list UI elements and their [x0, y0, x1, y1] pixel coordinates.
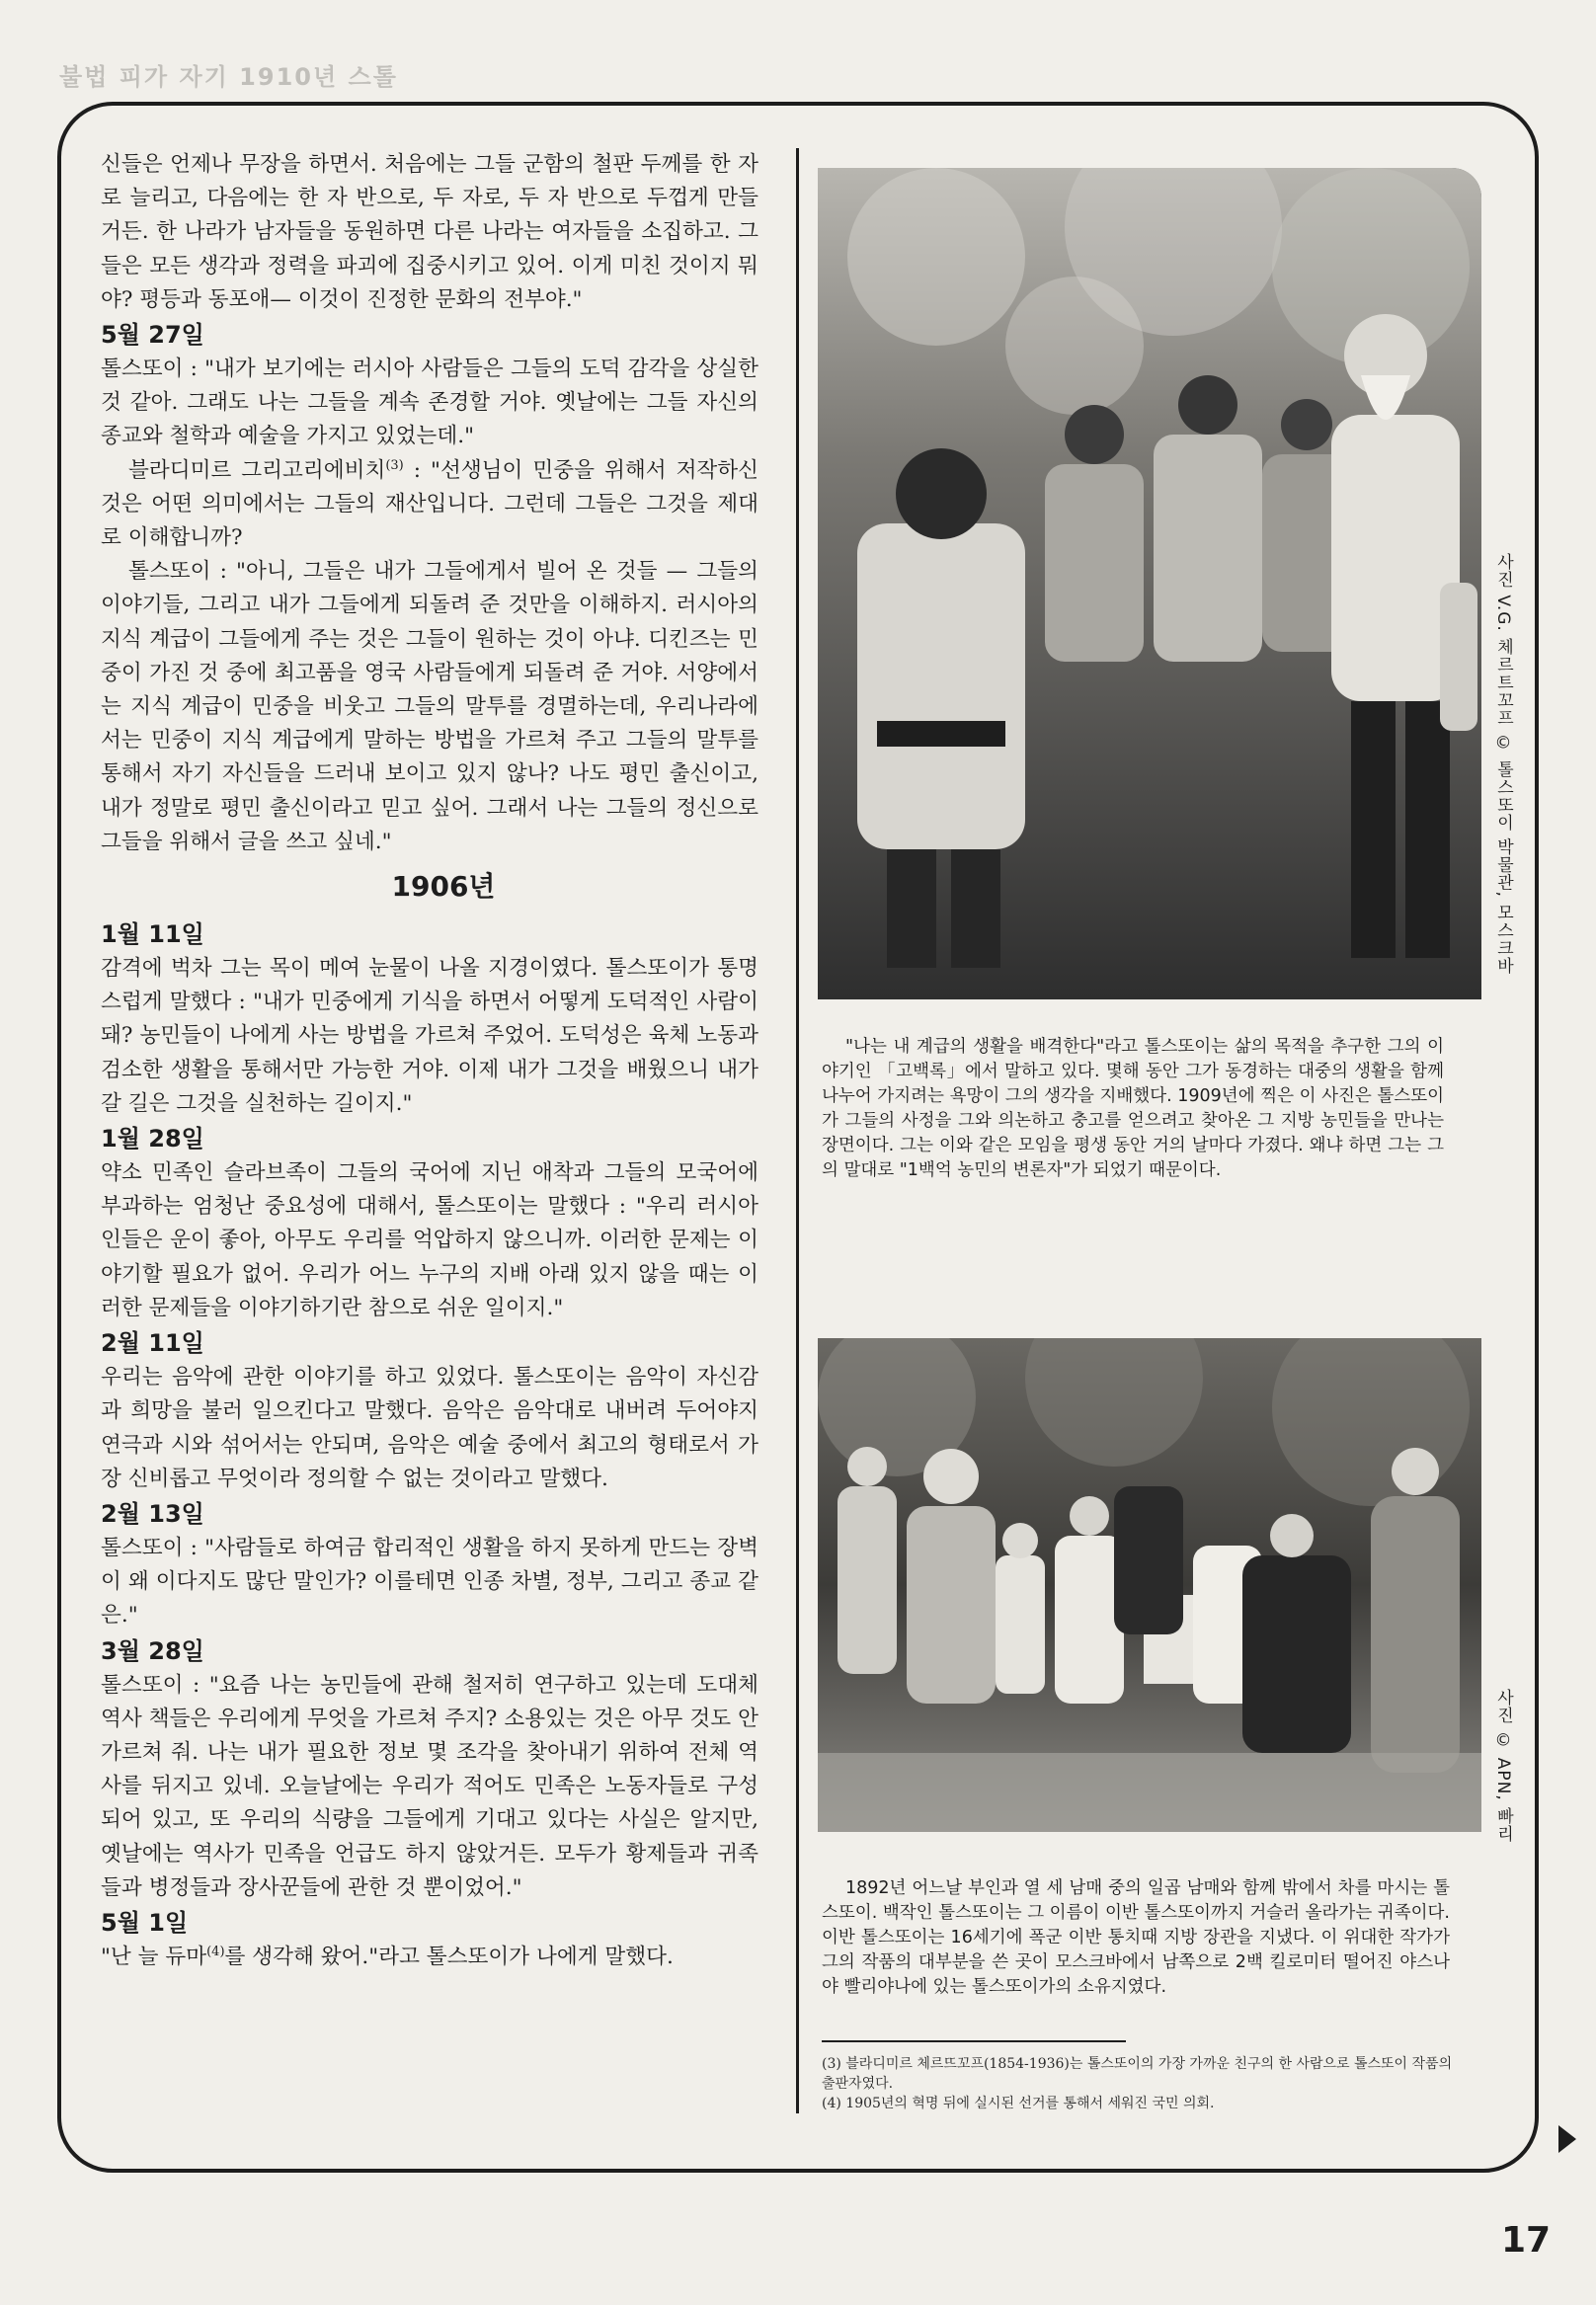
photo-tolstoy-with-peasants — [818, 168, 1481, 999]
page-number: 17 — [1501, 2220, 1552, 2261]
footnote-4: (4) 1905년의 혁명 뒤에 실시된 선거를 통해서 세워진 국민 의회. — [822, 2096, 1215, 2111]
paragraph-3-start: 블라디미르 그리고리에비치 — [128, 457, 386, 483]
paragraph-3 — [101, 454, 758, 556]
photo-tolstoy-family-tea — [818, 1338, 1481, 1832]
date-heading-may-27: 5월 27일 — [101, 321, 204, 350]
footnotes — [822, 2054, 1464, 2113]
footnote-ref-3: (3) — [385, 457, 404, 473]
date-heading-feb-11: 2월 11일 — [101, 1329, 204, 1358]
photo-peasants-illustration — [818, 168, 1481, 999]
paragraph-6: 약소 민족인 슬라브족이 그들의 국어에 지닌 애착과 그들의 모국어에 부과하는 엄청난 중요성에 대해서, 톨스또이는 말했다 : "우리 러시아 인들은 운이 좋아, 아무도 우리를 억압하지 않으니까. 이러한 문제는 이야기할 필요가 없어. 우리가 어느 누구의 지배 아래 있지 않을 때는 이러한 문제들을 이야기하기란 참으로 쉬운 일이지." — [101, 1160, 758, 1320]
paragraph-7: 우리는 음악에 관한 이야기를 하고 있었다. 톨스또이는 음악이 자신감과 희망을 불러 일으킨다고 말했다. 음악은 음악대로 내버려 두어야지 연극과 시와 섞어서는 안되며, 음악은 예술 중에서 최고의 형태로서 가장 신비롭고 무엇이라 정의할 수 없는 것이라고 말했다. — [101, 1365, 758, 1491]
year-heading-1906: 1906년 — [391, 870, 496, 904]
footnote-ref-4: (4) — [206, 1944, 225, 1959]
paragraph-9: 톨스또이 : "요즘 나는 농민들에 관해 철저히 연구하고 있는데 도대체 역사 책들은 우리에게 무엇을 가르쳐 주지? 소용있는 것은 아무 것도 안 가르쳐 줘. 나는 내가 필요한 정보 몇 조각을 찾아내기 위하여 전체 역사를 뒤지고 있네. 오늘날에는 우리가 적어도 민족은 노동자들로 구성되어 있고, 또 우리의 식량을 그들에게 기대고 있다는 사실은 알지만, 옛날에는 역사가 민족을 언급도 하지 않았거든. 모두가 황제들과 귀족들과 병정들과 장사꾼들에 관한 것 뿐이었어." — [101, 1672, 758, 1900]
paragraph-10-rest: 를 생각해 왔어."라고 톨스또이가 나에게 말했다. — [224, 1944, 674, 1969]
paragraph-3-rest: : "선생님이 민중을 위해서 저작하신 것은 어떤 의미에서는 그들의 재산입니다. 그런데 그들은 그것을 제대로 이해합니까? — [101, 457, 759, 551]
paragraph-8: 톨스또이 : "사람들로 하여금 합리적인 생활을 하지 못하게 만드는 장벽이 왜 이다지도 많단 말인가? 이를테면 인종 차별, 정부, 그리고 종교 같은." — [101, 1535, 758, 1629]
paragraph-4: 톨스또이 : "아니, 그들은 내가 그들에게서 빌어 온 것들 — 그들의 이야기들, 그리고 내가 그들에게 되돌려 준 것만을 이해하지. 러시아의 지식 계급이 그들에게 주는 것은 그들이 원하는 것이 아냐. 디킨즈는 민중이 가진 것 중에 최고품을 영국 사람들에게 되돌려 준 거야. 서양에서는 지식 계급이 민중을 비웃고 그들의 말투를 경멸하는데, 우리나라에서는 민중이 지식 계급에게 말하는 방법을 가르쳐 주고 그들의 말투를 통해서 자기 자신들을 드러내 보이고 있지 않나? 나도 평민 출신이고, 내가 정말로 평민 출신이라고 믿고 싶어. 그래서 나는 그들의 정신으로 그들을 위해서 글을 쓰고 싶네." — [101, 559, 758, 854]
date-heading-jan-28: 1월 28일 — [101, 1125, 204, 1153]
paragraph-10-start: "난 늘 듀마 — [101, 1944, 207, 1969]
caption-underline — [822, 2040, 1126, 2042]
photo2-caption: 1892년 어느날 부인과 열 세 남매 중의 일곱 남매와 함께 밖에서 차를 마시는 톨스또이. 백작인 톨스또이는 그 이름이 이반 톨스또이까지 거슬러 올라가는 귀족이다. 이반 톨스또이는 16세기에 폭군 이반 통치때 지방 장관을 지냈다. 이 위대한 작가가 그의 작품의 대부분을 쓴 곳이 모스크바에서 남쪽으로 2백 킬로미터 떨어진 야스나야 빨리야나에 있는 톨스또이가의 소유지였다. — [822, 1878, 1450, 1997]
column-divider — [796, 148, 799, 2113]
date-heading-may-1: 5월 1일 — [101, 1908, 189, 1937]
paragraph-1: 신들은 언제나 무장을 하면서. 처음에는 그들 군함의 철판 두께를 한 자로 늘리고, 다음에는 한 자 반으로, 두 자로, 두 자 반으로 두껍게 만들거든. 한 나라가 남자들을 동원하면 다른 나라는 여자들을 소집하고. 그들은 모든 생각과 정력을 파괴에 집중시키고 있어. 이게 미친 것이지 뭐야? 평등과 동포애— 이것이 진정한 문화의 전부야." — [101, 152, 758, 312]
photo2-credit: 사진 © APN, 빠리 — [1493, 1689, 1513, 1844]
photo1-caption: "나는 내 계급의 생활을 배격한다"라고 톨스또이는 삶의 목적을 추구한 그의 이야기인 「고백록」에서 말하고 있다. 몇해 동안 그가 동경하는 대중의 생활을 함께 나누어 가지려는 욕망이 그의 생각을 지배했다. 1909년에 찍은 이 사진은 톨스또이가 그들의 사정을 그와 의논하고 충고를 얻으려고 찾아온 그 지방 농민들을 만나는 장면이다. 그는 이와 같은 모임을 평생 동안 거의 날마다 가졌다. 왜냐 하면 그는 그의 말대로 "1백억 농민의 변론자"가 되었기 때문이다. — [822, 1037, 1444, 1180]
footnote-3: (3) 블라디미르 체르뜨꼬프(1854-1936)는 톨스또이의 가장 가까운 친구의 한 사람으로 톨스또이 작품의 출판자였다. — [822, 2056, 1453, 2092]
paragraph-2: 톨스또이 : "내가 보기에는 러시아 사람들은 그들의 도덕 감각을 상실한 것 같아. 그래도 나는 그들을 계속 존경할 거야. 옛날에는 그들 자신의 종교와 철학과 예술을 가지고 있었는데." — [101, 357, 758, 449]
paragraph-5: 감격에 벅차 그는 목이 메여 눈물이 나올 지경이였다. 톨스또이가 통명스럽게 말했다 : "내가 민중에게 기식을 하면서 어떻게 도덕적인 사람이 돼? 농민들이 나에게 사는 방법을 가르쳐 주었어. 도덕성은 육체 노동과 검소한 생활을 통해서만 가능한 거야. 이제 내가 그것을 배웠으니 내가 갈 길은 그것을 실천하는 길이지." — [101, 956, 758, 1116]
photo-family-illustration — [818, 1338, 1481, 1832]
continue-arrow-icon — [1558, 2125, 1576, 2153]
diary-text-column — [101, 148, 758, 2123]
date-heading-mar-28: 3월 28일 — [101, 1636, 204, 1665]
previous-page-bleed-text: 불법 피가 자기 1910년 스톨 — [59, 63, 398, 91]
date-heading-feb-13: 2월 13일 — [101, 1499, 204, 1528]
paragraph-10 — [101, 1941, 758, 1974]
date-heading-jan-11: 1월 11일 — [101, 920, 204, 949]
photo1-credit: 사진 V.G. 체르트꼬프 © 톨스또이 박물관, 모스크바 — [1493, 553, 1513, 976]
